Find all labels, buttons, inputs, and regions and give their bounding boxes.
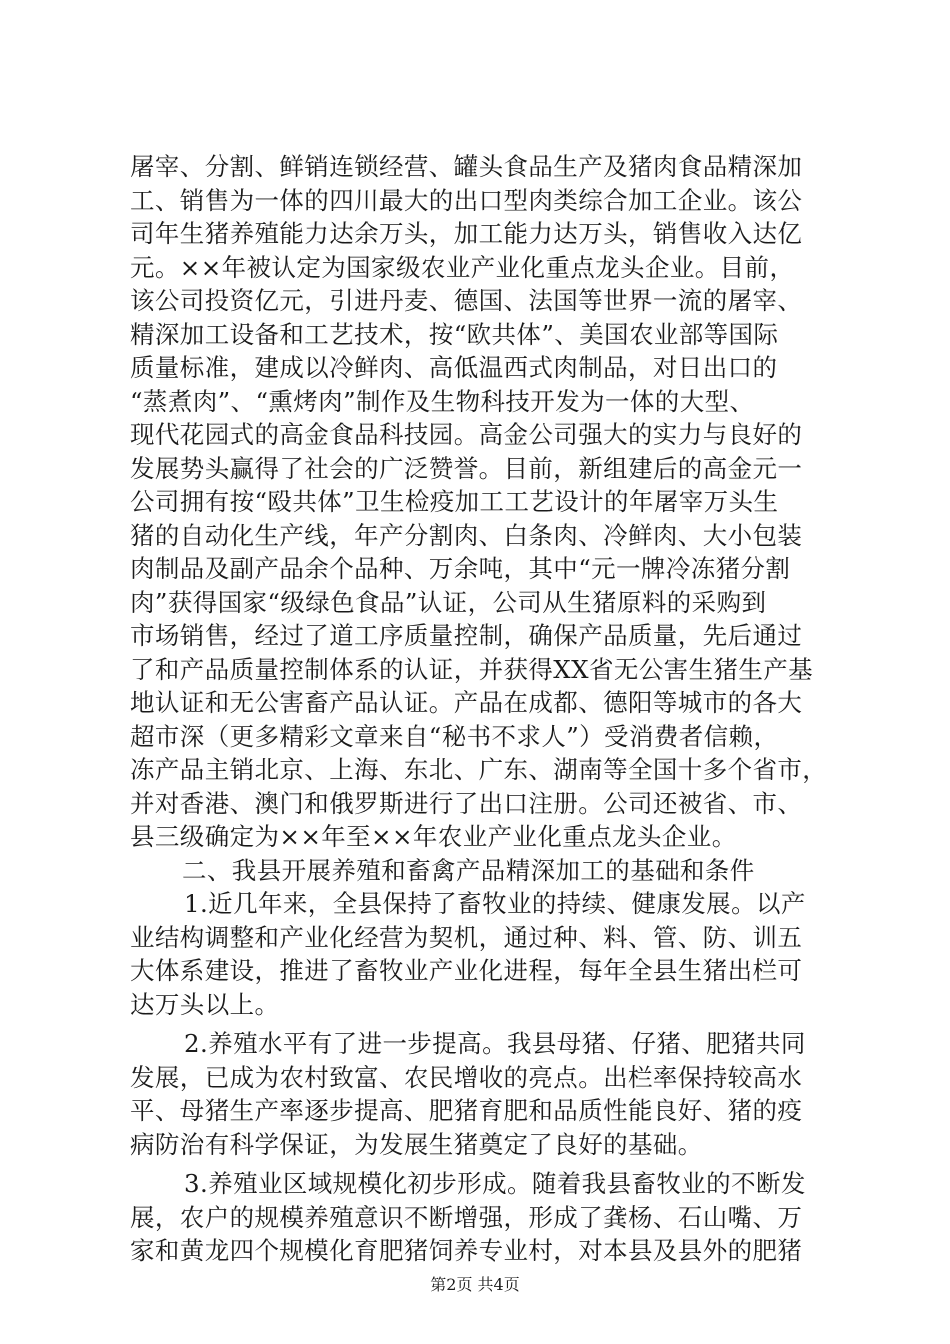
text-line: 县三级确定为××年至××年农业产业化重点龙头企业。: [130, 822, 737, 851]
text-line: 质量标准，建成以冷鲜肉、高低温西式肉制品，对日出口的: [130, 353, 778, 382]
text-line: 家和黄龙四个规模化育肥猪饲养专业村，对本县及县外的肥猪: [130, 1236, 803, 1265]
text-line: 公司拥有按“殴共体”卫生检疫加工工艺设计的年屠宰万头生: [130, 487, 779, 516]
text-line: 1.近几年来，全县保持了畜牧业的持续、健康发展。以产: [184, 889, 806, 918]
text-line: 元。××年被认定为国家级农业产业化重点龙头企业。目前，: [130, 252, 795, 282]
text-line: 地认证和无公害畜产品认证。产品在成都、德阳等城市的各大: [130, 688, 803, 717]
text-line: 猪的自动化生产线，年产分割肉、白条肉、冷鲜肉、大小包装: [130, 520, 803, 550]
page-footer: [0, 1275, 950, 1295]
text-line: 精深加工设备和工艺技术，按“欧共体”、美国农业部等国际: [130, 319, 779, 349]
text-line: 肉”获得国家“级绿色食品”认证，公司从生猪原料的采购到: [130, 587, 767, 617]
text-line: 达万头以上。: [130, 989, 280, 1019]
paragraph-company-profile: [130, 150, 830, 854]
paragraph-item-2: [130, 1027, 830, 1161]
text-line: 业结构调整和产业化经营为契机，通过种、料、管、防、训五: [130, 922, 803, 952]
text-line: 现代花园式的高金食品科技园。高金公司强大的实力与良好的: [130, 420, 803, 449]
text-line: 市场销售，经过了道工序质量控制，确保产品质量，先后通过: [130, 621, 803, 650]
paragraph-item-3: [130, 1167, 830, 1268]
text-line: “蒸煮肉”、“熏烤肉”制作及生物科技开发为一体的大型、: [130, 386, 755, 416]
page-number-label: 第2页 共4页: [430, 1275, 520, 1294]
text-line: 展，农户的规模养殖意识不断增强，形成了龚杨、石山嘴、万: [130, 1202, 803, 1232]
text-line: 肉制品及副产品余个品种、万余吨，其中“元一牌冷冻猪分割: [130, 554, 791, 583]
text-line: 3.养殖业区域规模化初步形成。随着我县畜牧业的不断发: [184, 1169, 806, 1198]
text-line: 冻产品主销北京、上海、东北、广东、湖南等全国十多个省市，: [130, 755, 828, 784]
text-line: 并对香港、澳门和俄罗斯进行了出口注册。公司还被省、市、: [130, 788, 803, 818]
section-heading: 二、我县开展养殖和畜禽产品精深加工的基础和条件: [182, 855, 755, 885]
text-line: 了和产品质量控制体系的认证，并获得XX省无公害生猪生产基: [130, 654, 814, 684]
text-line: 工、销售为一体的四川最大的出口型肉类综合加工企业。该公: [130, 185, 803, 215]
text-line: 发展，已成为农村致富、农民增收的亮点。出栏率保持较高水: [130, 1062, 803, 1092]
text-line: 平、母猪生产率逐步提高、肥猪育肥和品质性能良好、猪的疫: [130, 1096, 803, 1125]
text-line: 该公司投资亿元，引进丹麦、德国、法国等世界一流的屠宰、: [130, 286, 803, 315]
document-body: [130, 150, 830, 1268]
text-line: 大体系建设，推进了畜牧业产业化进程，每年全县生猪出栏可: [130, 956, 803, 985]
text-line: 屠宰、分割、鲜销连锁经营、罐头食品生产及猪肉食品精深加: [130, 152, 803, 181]
text-line: 2.养殖水平有了进一步提高。我县母猪、仔猪、肥猪共同: [184, 1029, 806, 1058]
text-line: 司年生猪养殖能力达余万头，加工能力达万头，销售收入达亿: [130, 219, 803, 248]
text-line: 病防治有科学保证，为发展生猪奠定了良好的基础。: [130, 1129, 703, 1159]
text-line: 超市深（更多精彩文章来自“秘书不求人”）受消费者信赖，: [130, 721, 779, 751]
paragraph-item-1: [130, 887, 830, 1021]
text-line: 发展势头赢得了社会的广泛赞誉。目前，新组建后的高金元一: [130, 453, 803, 483]
